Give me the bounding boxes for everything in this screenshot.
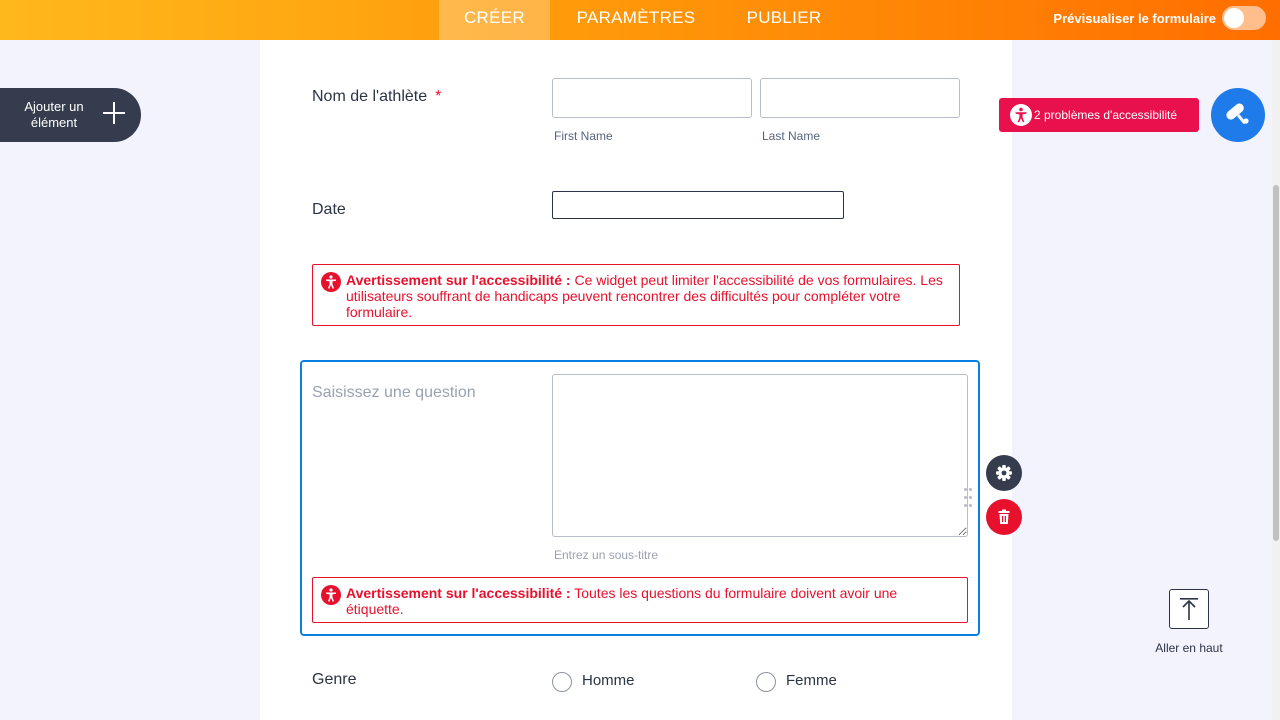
warning-text: Ce widget peut limiter l'accessibilité de vos formulaires. Les utilisateurs souffrant de handicaps peuvent rencontrer des difficultés pour compléter votre formulaire. [346,272,943,320]
athlete-name-label [312,88,441,106]
accessibility-icon [1010,104,1032,126]
scrollbar-thumb[interactable] [1273,185,1279,541]
settings-button[interactable] [986,455,1022,491]
accessibility-icon [321,272,341,292]
first-name-sublabel: First Name [554,129,613,143]
add-element-button[interactable] [0,88,141,142]
date-input[interactable] [552,191,844,219]
preview-toggle[interactable] [1222,6,1266,30]
radio-label-femme: Femme [786,672,837,689]
drag-handle[interactable] [964,488,972,510]
top-navigation-bar [0,0,1280,40]
accessibility-issues-badge[interactable] [999,98,1199,132]
trash-icon [986,499,1022,535]
question-placeholder[interactable]: Saisissez une question [312,384,476,401]
tab-parametres[interactable]: PARAMÈTRES [576,8,696,27]
last-name-sublabel: Last Name [762,129,821,143]
question-textarea[interactable] [552,374,968,537]
scroll-top-label: Aller en haut [1155,641,1223,655]
last-name-input[interactable] [760,78,960,118]
accessibility-icon [321,585,341,605]
tab-creer[interactable]: CRÉER [439,0,550,40]
warning-text: Toutes les questions du formulaire doivent avoir une étiquette. [346,585,898,617]
first-name-input[interactable] [552,78,752,118]
page-scrollbar[interactable] [1272,40,1280,720]
warning-title: Avertissement sur l'accessibilité : [346,585,571,601]
tab-publier[interactable]: PUBLIER [746,8,822,27]
preview-form-label: Prévisualiser le formulaire [1053,11,1216,26]
gender-label: Genre [312,671,357,688]
radio-femme[interactable] [756,672,776,692]
plus-icon [103,102,125,124]
form-designer-button[interactable] [1211,88,1265,142]
toggle-knob [1224,8,1244,28]
delete-button[interactable] [986,499,1022,535]
required-mark: * [435,88,442,105]
accessibility-warning-widget [312,264,960,326]
radio-label-homme: Homme [582,672,635,689]
gear-icon [986,455,1022,491]
radio-homme[interactable] [552,672,572,692]
date-label: Date [312,201,346,218]
scroll-top-button[interactable] [1169,589,1209,629]
arrow-up-icon [1170,590,1208,628]
add-element-label: Ajouter un élément [24,99,84,130]
accessibility-badge-label: 2 problèmes d'accessibilité [1034,108,1178,122]
athlete-name-text: Nom de l'athlète [312,88,428,105]
warning-title: Avertissement sur l'accessibilité : [346,272,571,288]
paint-roller-icon [1211,88,1265,142]
subtitle-placeholder[interactable]: Entrez un sous-titre [554,548,659,562]
accessibility-warning-label [312,577,968,623]
